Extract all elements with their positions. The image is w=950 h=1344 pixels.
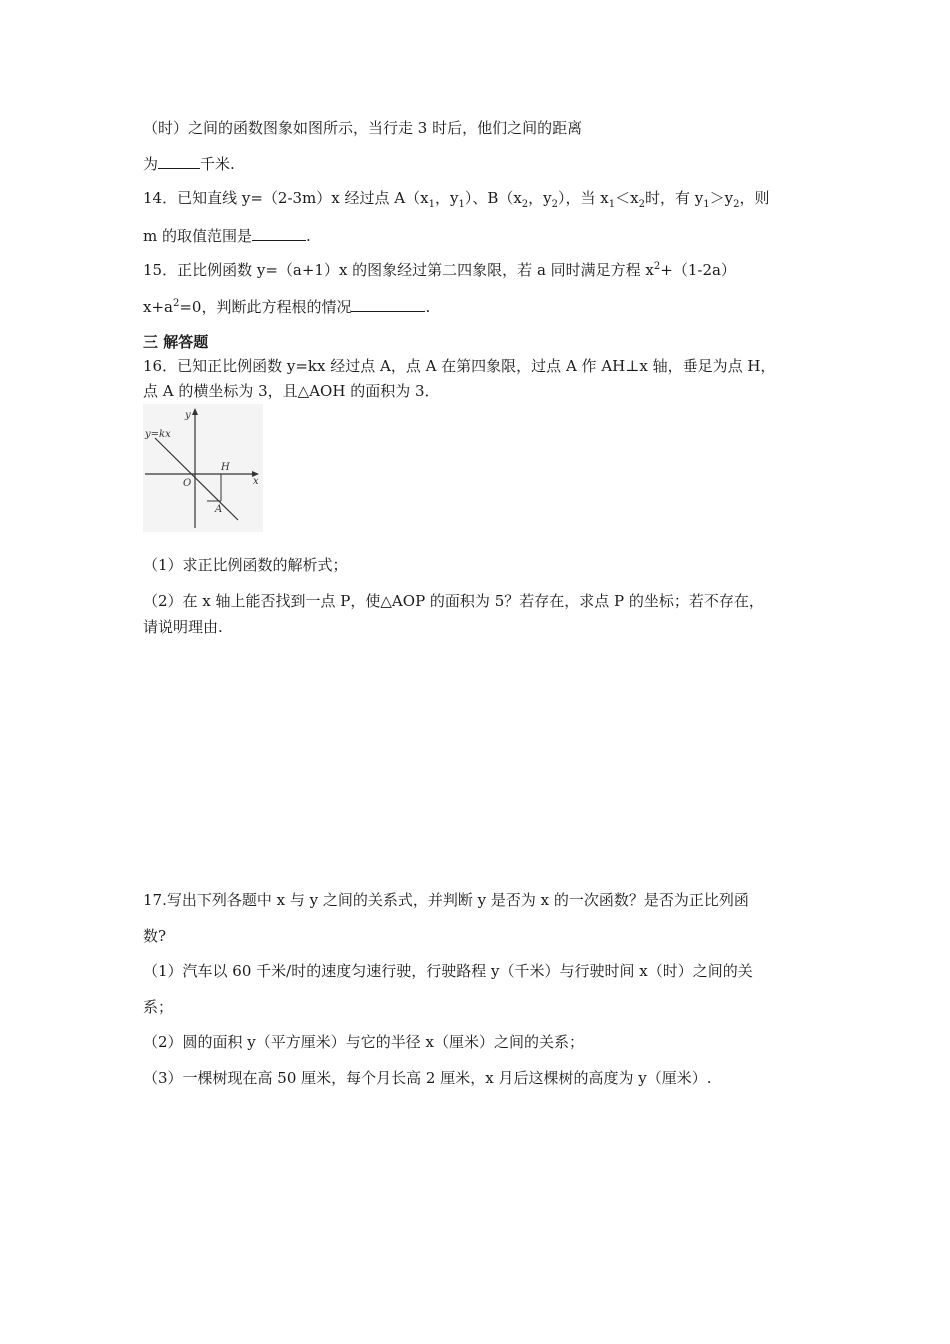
label-h: H [221,462,230,473]
label-x: x [253,476,259,487]
label-y: y [185,410,191,421]
q17-line2: 数? [143,927,167,945]
q17-part2: （2）圆的面积 y（平方厘米）与它的半径 x（厘米）之间的关系； [143,1033,585,1051]
q17-part1-line2: 系； [143,998,174,1016]
q15-text: =0，判断此方程根的情况 [179,298,352,316]
q13-line1: （时）之间的函数图象如图所示，当行走 3 时后，他们之间的距离 [143,119,583,137]
q14-line1 [143,188,769,208]
q14-text: 时，有 y [644,189,704,207]
q15-text: +（1-2a） [660,261,736,279]
q13-line2 [143,154,235,174]
q14-text: ，则 [739,189,770,207]
q14-sub: 1 [428,199,435,210]
q16-line1: 16．已知正比例函数 y=kx 经过点 A，点 A 在第四象限，过点 A 作 AH⊥x 轴，垂足为点 H， [143,357,776,375]
q14-line2-prefix: m 的取值范围是 [143,227,252,245]
q14-sub: 2 [638,199,645,210]
q14-text: ）、B（x [464,189,522,207]
q13-line2-suffix: 千米. [200,155,235,173]
q16-line2: 点 A 的横坐标为 3，且△AOH 的面积为 3． [143,382,440,400]
q14-sub: 2 [733,199,740,210]
q14-text: 14．已知直线 y=（2-3m）x 经过点 A（x [143,189,429,207]
q14-sub: 2 [521,199,529,210]
q14-answer-blank[interactable] [252,226,306,241]
q14-text: ，y [528,189,552,207]
q15-sup: 2 [653,261,661,272]
q14-sub: 1 [458,199,465,210]
q16-part2-line2: 请说明理由. [143,618,223,636]
figure-background [143,404,263,532]
label-o: O [183,478,192,489]
q13-answer-blank[interactable] [158,154,200,169]
q14-text: ），当 x [558,189,609,207]
q16-part1: （1）求正比例函数的解析式； [143,556,348,574]
q17-part3: （3）一棵树现在高 50 厘米，每个月长高 2 厘米，x 月后这棵树的高度为 y（厘米）. [143,1069,712,1087]
q14-line2 [143,226,311,246]
q14-text: ，y [434,189,459,207]
q15-sup: 2 [172,298,180,309]
q13-line2-prefix: 为 [143,155,159,173]
q14-sub: 1 [703,199,710,210]
section-title: 三 解答题 [143,333,209,351]
q14-line2-suffix: . [306,227,311,245]
q15-line2 [143,297,430,317]
q15-line1 [143,260,736,280]
q14-text: ＞y [709,189,734,207]
q16-part2-line1: （2）在 x 轴上能否找到一点 P，使△AOP 的面积为 5？若存在，求点 P 的坐标；若不存在， [143,592,764,610]
q14-sub: 2 [551,199,559,210]
q15-text: x+a [143,298,173,316]
label-func: y=kx [145,429,171,440]
q15-text: 15．正比例函数 y=（a+1）x 的图象经过第二四象限，若 a 同时满足方程 x [143,261,654,279]
q14-sub: 1 [608,199,616,210]
q14-text: ＜x [615,189,639,207]
q16-figure [143,404,263,532]
q17-line1: 17.写出下列各题中 x 与 y 之间的关系式，并判断 y 是否为 x 的一次函数？是否为正比列函 [143,891,749,909]
label-a: A [215,504,223,515]
q15-answer-blank[interactable] [351,297,425,312]
q17-part1-line1: （1）汽车以 60 千米/时的速度匀速行驶，行驶路程 y（千米）与行驶时间 x（时）之间的关 [143,962,753,980]
q15-line2-suffix: . [425,298,431,316]
coordinate-graph [143,404,263,532]
